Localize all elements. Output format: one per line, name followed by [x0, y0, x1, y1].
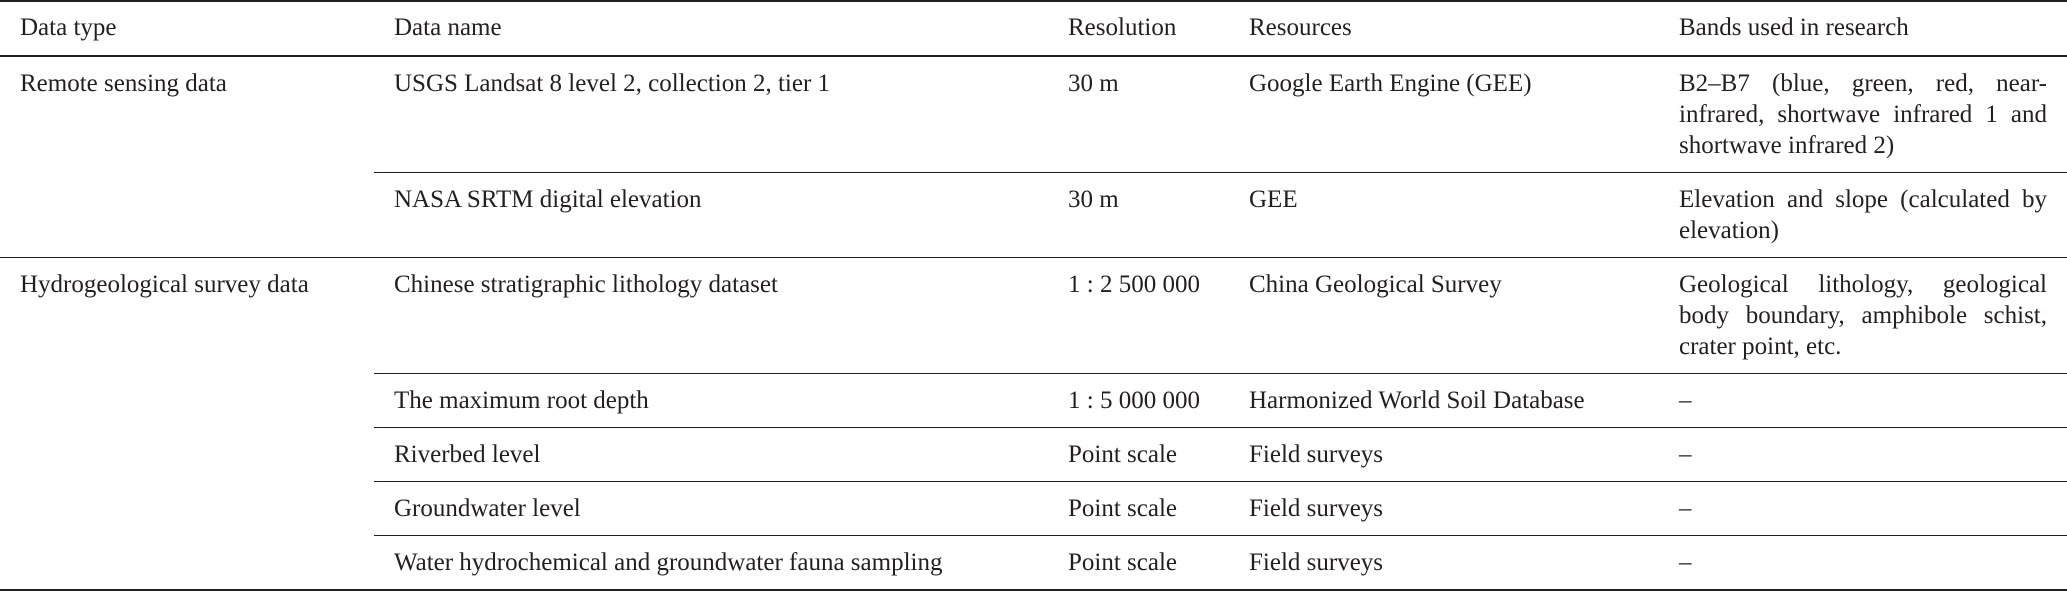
cell-data-name: Water hydrochemical and groundwater fauna sampling: [374, 536, 1048, 591]
cell-resolution: 30 m: [1068, 70, 1119, 97]
cell-bands: –: [1659, 536, 2067, 591]
cell-resources: Field surveys: [1229, 428, 1659, 482]
cell-data-name: NASA SRTM digital elevation: [374, 173, 1048, 258]
header-data-name: Data name: [394, 14, 502, 41]
cell-resources: Field surveys: [1229, 482, 1659, 536]
cell-resources: China Geological Survey: [1229, 258, 1659, 374]
cell-bands: –: [1659, 374, 2067, 428]
cell-resources: GEE: [1229, 173, 1659, 258]
cell-data-name: Riverbed level: [374, 428, 1048, 482]
cell-resolution: Point scale: [1048, 536, 1229, 591]
header-row: [0, 1, 2067, 56]
cell-resources: Harmonized World Soil Database: [1229, 374, 1659, 428]
table-header: [0, 1, 2067, 56]
cell-resolution: 30 m: [1048, 173, 1229, 258]
header-resolution: Resolution: [1068, 14, 1177, 41]
header-resources: Resources: [1249, 14, 1352, 41]
cell-resources: Field surveys: [1229, 536, 1659, 591]
cell-resolution: 1 : 5 000 000: [1048, 374, 1229, 428]
cell-bands: B2–B7 (blue, green, red, near-infrared, shortwave infrared 1 and shortwave infrared 2): [1679, 70, 2047, 159]
cell-data-name: The maximum root depth: [374, 374, 1048, 428]
cell-bands: Geological lithology, geological body boundary, amphibole schist, crater point, etc.: [1659, 258, 2067, 374]
header-data-type: Data type: [20, 14, 117, 41]
cell-data-name: Groundwater level: [374, 482, 1048, 536]
cell-data-name: Chinese stratigraphic lithology dataset: [374, 258, 1048, 374]
cell-data-name: USGS Landsat 8 level 2, collection 2, tier 1: [394, 70, 831, 97]
header-bands: Bands used in research: [1679, 14, 1909, 41]
cell-resolution: 1 : 2 500 000: [1048, 258, 1229, 374]
table-body: [0, 56, 2067, 590]
cell-resolution: Point scale: [1048, 428, 1229, 482]
cell-resources: Google Earth Engine (GEE): [1249, 70, 1532, 97]
group-label-remote-sensing: Remote sensing data: [20, 70, 227, 97]
table-row: [0, 258, 2067, 374]
group-label-hydrogeological: Hydrogeological survey data: [0, 258, 374, 591]
table-row: [0, 56, 2067, 173]
cell-resolution: Point scale: [1048, 482, 1229, 536]
cell-bands: –: [1659, 428, 2067, 482]
cell-bands: Elevation and slope (calculated by elevation): [1659, 173, 2067, 258]
cell-bands: –: [1659, 482, 2067, 536]
